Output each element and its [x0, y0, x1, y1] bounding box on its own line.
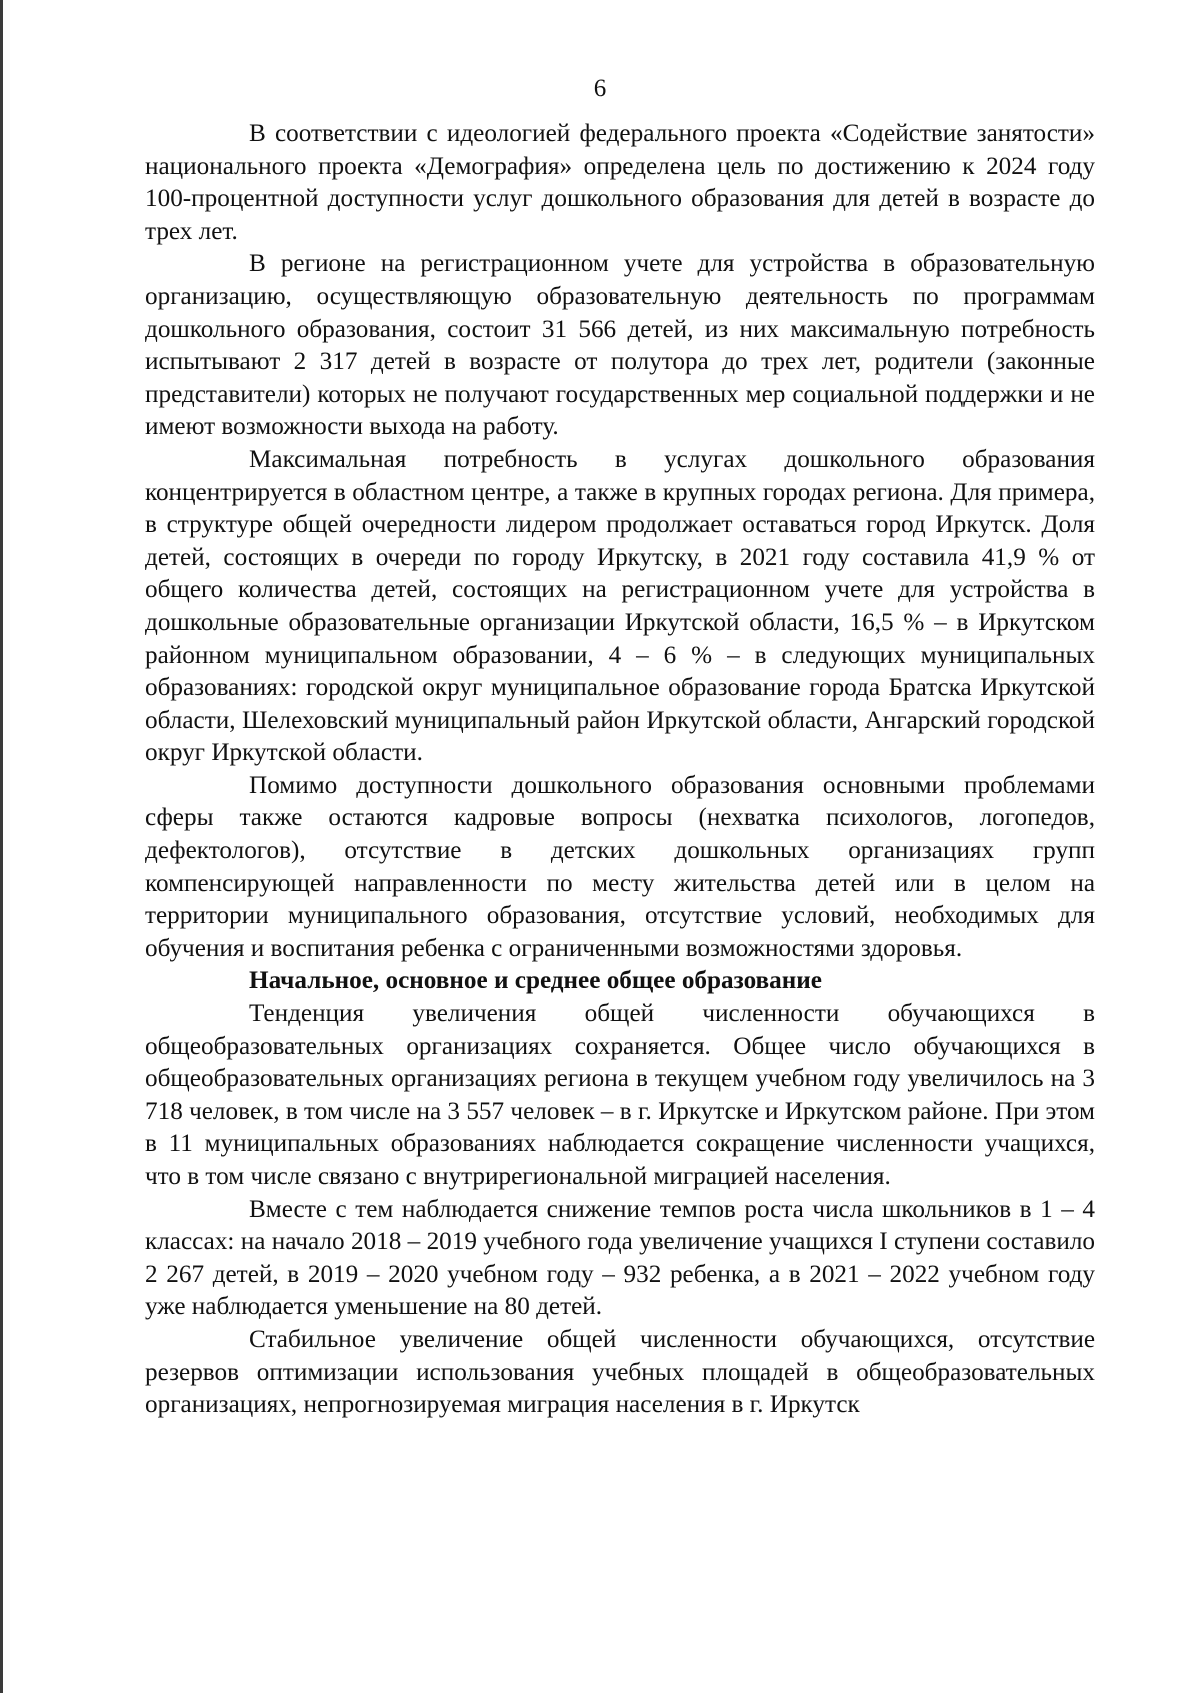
document-body	[145, 118, 1095, 1422]
scan-edge	[0, 0, 3, 1693]
paragraph: Максимальная потребность в услугах дошкольного образования концентрируется в областном центре, а также в крупных городах региона. Для примера, в структуре общей очередности лидером продолжает оставаться город Иркутск. Доля детей, состоящих в очереди по городу Иркутску, в 2021 году составила 41,9 % от общего количества детей, состоящих на регистрационном учете для устройства в дошкольные образовательные организации Иркутской области, 16,5 % – в Иркутском районном муниципальном образовании, 4 – 6 % – в следующих муниципальных образованиях: городской округ муниципальное образование города Братска Иркутской области, Шелеховский муниципальный район Иркутской области, Ангарский городской округ Иркутской области.	[145, 445, 1095, 767]
paragraph: Стабильное увеличение общей численности обучающихся, отсутствие резервов оптимизации использования учебных площадей в общеобразовательных организациях, непрогнозируемая миграция населения в г. Иркутск	[145, 1325, 1095, 1419]
paragraph: В соответствии с идеологией федерального проекта «Содействие занятости» национального проекта «Демография» определена цель по достижению к 2024 году 100-процентной доступности услуг дошкольного образования для детей в возрасте до трех лет.	[145, 120, 1095, 245]
section-heading: Начальное, основное и среднее общее образование	[249, 967, 822, 995]
paragraph: Вместе с тем наблюдается снижение темпов роста числа школьников в 1 – 4 классах: на начало 2018 – 2019 учебного года увеличение учащихся I ступени составило 2 267 детей, в 2019 – 2020 учебном году – 932 ребенка, а в 2021 – 2022 учебном году уже наблюдается уменьшение на 80 детей.	[145, 1195, 1095, 1321]
page-number: 6	[593, 75, 607, 102]
paragraph: Тенденция увеличения общей численности обучающихся в общеобразовательных организациях сохраняется. Общее число обучающихся в общеобразовательных организациях региона в текущем учебном году увеличилось на 3 718 человек, в том числе на 3 557 человек – в г. Иркутске и Иркутском районе. При этом в 11 муниципальных образованиях наблюдается сокращение численности учащихся, что в том числе связано с внутрирегиональной миграцией населения.	[145, 1000, 1095, 1190]
paragraph: Помимо доступности дошкольного образования основными проблемами сферы также остаются кадровые вопросы (нехватка психологов, логопедов, дефектологов), отсутствие в детских дошкольных организациях групп компенсирующей направленности по месту жительства детей или в целом на территории муниципального образования, отсутствие условий, необходимых для обучения и воспитания ребенка с ограниченными возможностями здоровья.	[145, 771, 1095, 962]
paragraph: В регионе на регистрационном учете для устройства в образовательную организацию, осуществляющую образовательную деятельность по программам дошкольного образования, состоит 31 566 детей, из них максимальную потребность испытывают 2 317 детей в возрасте от полутора до трех лет, родители (законные представители) которых не получают государственных мер социальной поддержки и не имеют возможности выхода на работу.	[145, 250, 1095, 441]
